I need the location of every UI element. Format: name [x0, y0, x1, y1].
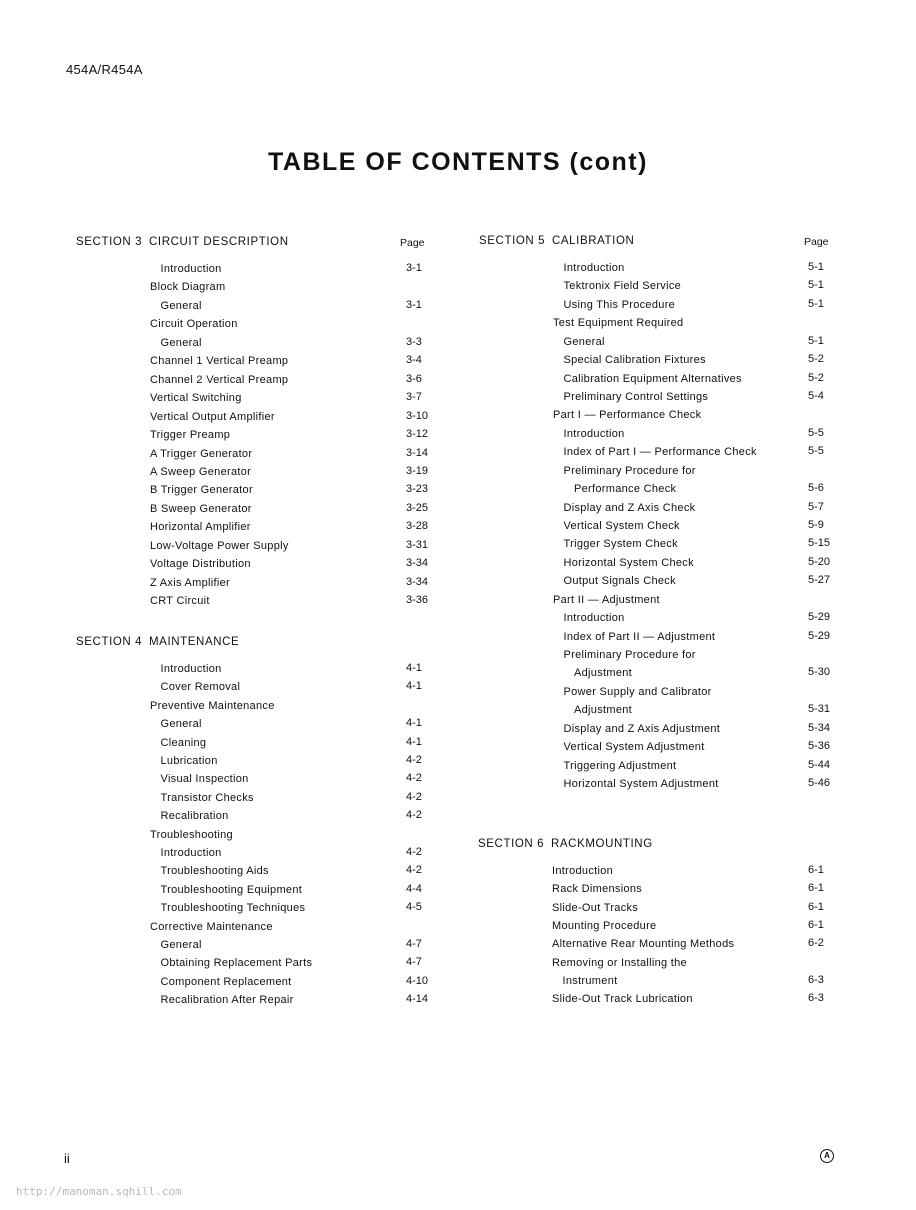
toc-entry: Display and Z Axis Adjustment	[563, 722, 721, 735]
toc-entry: Preliminary Control Settings	[563, 391, 709, 403]
toc-entry-page: 5-31	[808, 703, 831, 716]
toc-entry-page: 5-20	[808, 555, 831, 568]
toc-entry-page: 5-4	[808, 390, 824, 402]
toc-entry-page: 6-3	[808, 992, 824, 1005]
toc-entry: Index of Part II — Adjustment	[563, 630, 716, 643]
toc-entry-page: 3-19	[406, 464, 429, 477]
toc-entry: A Sweep Generator	[150, 465, 252, 478]
toc-entry: Troubleshooting	[150, 828, 233, 841]
toc-entry: Performance Check	[574, 483, 677, 496]
section-6-title: RACKMOUNTING	[551, 838, 653, 850]
toc-entry-page: 3-1	[406, 262, 422, 274]
toc-entry: Horizontal System Adjustment	[563, 778, 719, 791]
toc-entry-page: 5-6	[808, 482, 824, 495]
toc-entry-page: 6-1	[808, 882, 824, 895]
toc-entry: Corrective Maintenance	[150, 920, 273, 933]
toc-entry-page: 3-1	[406, 298, 422, 311]
toc-entry-page: 6-2	[808, 937, 824, 950]
toc-entry-page: 3-23	[406, 483, 429, 496]
toc-entry-page: 4-10	[406, 974, 429, 987]
toc-entry-page: 6-1	[808, 900, 824, 913]
toc-entry: Introduction	[563, 612, 625, 625]
toc-entry-page: 5-34	[808, 721, 831, 734]
page-header-model: 454A/R454A	[66, 62, 143, 77]
toc-entry-page: 5-1	[808, 279, 824, 292]
toc-entry-page: 6-1	[808, 919, 824, 932]
toc-entry: A Trigger Generator	[150, 447, 253, 460]
toc-entry-page: 4-2	[406, 754, 422, 766]
toc-entry: Output Signals Check	[563, 575, 676, 588]
toc-entry: Calibration Equipment Alternatives	[563, 372, 742, 385]
toc-entry: Introduction	[160, 847, 222, 859]
toc-entry-page: 5-36	[808, 740, 831, 753]
toc-entry-page: 3-10	[406, 409, 429, 422]
toc-entry: B Sweep Generator	[150, 502, 252, 515]
toc-entry: Transistor Checks	[160, 791, 254, 804]
page-title: TABLE OF CONTENTS (cont)	[268, 148, 648, 176]
toc-entry-page: 5-27	[808, 574, 831, 587]
toc-entry: Removing or Installing the	[552, 956, 687, 969]
toc-entry-page: 4-1	[406, 735, 422, 748]
toc-entry: General	[160, 939, 202, 951]
toc-entry: Low-Voltage Power Supply	[150, 539, 289, 552]
toc-entry-page: 4-7	[406, 938, 422, 950]
toc-entry-page: 4-1	[406, 662, 422, 674]
revision-mark-icon: A	[820, 1149, 834, 1163]
toc-entry-page: 3-34	[406, 575, 429, 588]
toc-entry-page: 3-36	[406, 594, 429, 607]
toc-entry: General	[160, 336, 202, 349]
toc-entry: Rack Dimensions	[552, 883, 643, 896]
toc-entry-page: 5-15	[808, 537, 831, 550]
toc-entry: Channel 1 Vertical Preamp	[150, 355, 289, 368]
toc-entry: Triggering Adjustment	[563, 759, 677, 772]
toc-entry: Vertical Switching	[150, 392, 242, 405]
toc-entry-page: 5-2	[808, 353, 824, 366]
toc-entry: Part I — Performance Check	[553, 409, 702, 422]
toc-entry-page: 5-9	[808, 519, 824, 532]
toc-entry: Power Supply and Calibrator	[563, 685, 712, 698]
toc-entry-page: 4-14	[406, 993, 429, 1006]
toc-entry-page: 4-1	[406, 680, 422, 693]
toc-entry: Test Equipment Required	[553, 317, 684, 330]
toc-entry: Obtaining Replacement Parts	[160, 957, 313, 970]
section-3-number: SECTION 3	[76, 236, 143, 248]
watermark-url: http://manoman.sqhill.com	[16, 1185, 182, 1198]
toc-entry: CRT Circuit	[150, 595, 210, 608]
toc-entry: Introduction	[563, 262, 625, 274]
toc-entry: Component Replacement	[160, 975, 292, 988]
toc-entry-page: 4-2	[406, 809, 422, 822]
toc-entry-page: 3-34	[406, 557, 429, 570]
toc-entry-page: 4-2	[406, 790, 422, 803]
toc-entry: Vertical System Check	[563, 520, 680, 533]
toc-entry-page: 5-46	[808, 777, 831, 790]
toc-entry-page: 4-2	[406, 864, 422, 877]
toc-entry: Voltage Distribution	[150, 558, 251, 571]
toc-entry: Lubrication	[160, 755, 218, 767]
toc-entry-page: 3-28	[406, 520, 429, 533]
toc-entry-page: 5-7	[808, 500, 824, 513]
toc-entry: Preventive Maintenance	[150, 699, 275, 712]
toc-entry-page: 3-31	[406, 538, 429, 551]
toc-entry-page: 4-2	[406, 846, 422, 858]
toc-entry: Display and Z Axis Check	[563, 501, 696, 514]
section-4-number: SECTION 4	[76, 636, 143, 648]
toc-entry-page: 3-4	[406, 354, 422, 367]
toc-entry: Circuit Operation	[150, 318, 238, 331]
toc-entry-page: 3-25	[406, 501, 429, 514]
toc-entry: Vertical System Adjustment	[563, 741, 705, 754]
toc-entry: Instrument	[562, 975, 618, 988]
toc-entry: Introduction	[552, 865, 614, 877]
toc-entry: Trigger System Check	[563, 538, 678, 551]
section-3-title: CIRCUIT DESCRIPTION	[149, 236, 289, 248]
toc-entry: Introduction	[160, 663, 222, 675]
toc-entry: Using This Procedure	[563, 298, 676, 311]
toc-entry-page: 4-2	[406, 772, 422, 785]
toc-entry: Cleaning	[160, 736, 207, 749]
toc-entry-page: 5-2	[808, 371, 824, 384]
toc-entry: Special Calibration Fixtures	[563, 354, 706, 367]
toc-entry: Slide-Out Track Lubrication	[552, 993, 693, 1006]
toc-entry: Introduction	[563, 427, 625, 440]
toc-entry-page: 6-3	[808, 974, 824, 987]
toc-entry-page: 5-5	[808, 426, 824, 439]
toc-entry: Adjustment	[574, 704, 633, 717]
toc-entry: Preliminary Procedure for	[563, 464, 696, 477]
toc-entry: Mounting Procedure	[552, 920, 657, 933]
toc-entry: Alternative Rear Mounting Methods	[552, 938, 735, 951]
page-number: ii	[64, 1151, 70, 1166]
toc-entry-page: 5-30	[808, 666, 831, 679]
toc-entry-page: 5-5	[808, 445, 824, 458]
section-5-page-column-label: Page	[804, 236, 829, 248]
toc-entry-page: 4-5	[406, 901, 422, 914]
section-6-number: SECTION 6	[478, 838, 545, 850]
section-5-number: SECTION 5	[479, 235, 546, 247]
section-3-page-column-label: Page	[400, 237, 425, 249]
toc-entry: Channel 2 Vertical Preamp	[150, 373, 289, 386]
toc-entry: Slide-Out Tracks	[552, 901, 639, 914]
toc-entry: Recalibration	[160, 810, 229, 823]
toc-entry: Index of Part I — Performance Check	[563, 446, 757, 459]
toc-entry: Part II — Adjustment	[553, 593, 660, 606]
toc-entry: Troubleshooting Techniques	[160, 902, 306, 915]
toc-entry: General	[160, 299, 202, 312]
toc-entry: Block Diagram	[150, 281, 226, 294]
toc-entry: Troubleshooting Equipment	[160, 883, 303, 896]
toc-entry-page: 3-14	[406, 446, 429, 459]
toc-entry-page: 5-1	[808, 334, 824, 347]
toc-entry: Cover Removal	[160, 681, 241, 694]
toc-entry: Visual Inspection	[160, 773, 249, 786]
toc-entry: Trigger Preamp	[150, 429, 231, 442]
toc-entry: Tektronix Field Service	[563, 280, 682, 293]
toc-entry-page: 5-29	[808, 629, 831, 642]
toc-entry: Z Axis Amplifier	[150, 576, 230, 589]
toc-entry-page: 3-3	[406, 335, 422, 348]
toc-entry: Horizontal Amplifier	[150, 521, 251, 534]
toc-entry: General	[563, 335, 605, 348]
toc-entry: Recalibration After Repair	[160, 994, 294, 1007]
toc-entry-page: 4-7	[406, 956, 422, 969]
toc-entry-page: 3-12	[406, 428, 429, 441]
section-4-title: MAINTENANCE	[149, 636, 240, 648]
toc-entry-page: 4-1	[406, 717, 422, 730]
toc-entry-page: 4-4	[406, 882, 422, 895]
toc-entry: Horizontal System Check	[563, 556, 694, 569]
toc-entry: Vertical Output Amplifier	[150, 410, 275, 423]
toc-entry-page: 3-6	[406, 372, 422, 385]
toc-entry: Adjustment	[574, 667, 633, 680]
toc-entry: B Trigger Generator	[150, 484, 253, 497]
section-5-title: CALIBRATION	[552, 235, 635, 247]
toc-entry-page: 5-44	[808, 758, 831, 771]
toc-entry-page: 6-1	[808, 864, 824, 876]
toc-entry: Introduction	[160, 263, 222, 275]
toc-entry-page: 3-7	[406, 391, 422, 404]
toc-entry-page: 5-29	[808, 611, 831, 624]
toc-entry: Preliminary Procedure for	[563, 649, 696, 662]
toc-entry-page: 5-1	[808, 297, 824, 310]
toc-entry: Troubleshooting Aids	[160, 865, 269, 878]
toc-entry: General	[160, 718, 202, 731]
toc-entry-page: 5-1	[808, 261, 824, 273]
